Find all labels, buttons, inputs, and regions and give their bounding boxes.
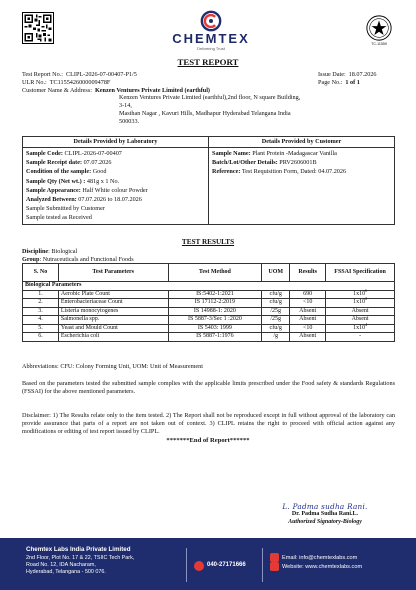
col-header: Test Method bbox=[168, 264, 262, 282]
discipline bbox=[22, 248, 77, 256]
website-text: Website: www.chemtexlabs.com bbox=[282, 563, 363, 570]
customer-address-1: Kenzen Ventures Private Limited (earthful),2nd floor, N square Building, 3-14, bbox=[119, 94, 301, 109]
analyzed-between: 07.07.2026 to 18.07.2026 bbox=[78, 196, 142, 204]
email-icon bbox=[270, 553, 279, 562]
section-row bbox=[23, 282, 395, 291]
footer-divider bbox=[186, 548, 187, 582]
footer-phone[interactable] bbox=[194, 561, 246, 571]
lab-field-label: Sample Receipt date: bbox=[26, 159, 83, 167]
col-header: UOM bbox=[262, 264, 290, 282]
spec-base: 1x10 bbox=[353, 324, 366, 331]
customer-name: Kenzen Ventures Private Limited (earthful) bbox=[94, 86, 210, 94]
spec-base: - bbox=[359, 333, 362, 339]
row-result: Absent bbox=[290, 333, 326, 342]
customer-field-label: Sample Name: bbox=[212, 150, 251, 157]
footer-address-line: 2nd Floor, Plot No. 17 & 22, TSIIC Tech Park, bbox=[26, 555, 135, 561]
lab-field-label: Analyzed Between: bbox=[26, 196, 77, 204]
email-text: Email: info@chemtexlabs.com bbox=[282, 554, 358, 561]
spec-exp: 2 bbox=[365, 296, 368, 301]
footer-address-line: Hyderabad, Telangana - 500 076. bbox=[26, 569, 106, 575]
row-spec bbox=[326, 321, 395, 333]
customer-address-2: Masthan Nagar , Kavuri Hills, Madhapur Hyderabad Telangana India 500033. bbox=[119, 109, 291, 125]
row-sno: 5. bbox=[23, 324, 59, 333]
phone-icon bbox=[194, 561, 204, 571]
footer bbox=[0, 538, 416, 590]
details-table bbox=[22, 136, 395, 225]
footer-contact bbox=[270, 553, 362, 571]
customer-field-label: Reference: bbox=[212, 168, 241, 176]
row-result: 690 bbox=[290, 290, 326, 299]
brand-name: CHEMTEX bbox=[172, 31, 250, 46]
row-method: IS 5887-1:1976 bbox=[168, 333, 262, 342]
lab-field-label: Condition of the sample: bbox=[26, 168, 92, 176]
row-method: IS:5402-1:2021 bbox=[168, 290, 262, 299]
footer-website-line[interactable] bbox=[270, 562, 362, 571]
row-sno: 6. bbox=[23, 333, 59, 342]
spec-base: 1x10 bbox=[353, 290, 366, 297]
row-method: IS 17112-2:2019 bbox=[168, 299, 262, 308]
page-label: Page No.: bbox=[318, 78, 343, 86]
row-uom: /g bbox=[262, 333, 290, 342]
row-spec bbox=[326, 307, 395, 316]
row-param: Escherichia coli bbox=[58, 333, 168, 342]
customer-label: Customer Name & Address: bbox=[22, 86, 92, 94]
col-header: FSSAI Specification bbox=[326, 264, 395, 282]
row-param: Salmonella spp. bbox=[58, 316, 168, 325]
sample-name: Plant Protein -Madagascar Vanilla bbox=[252, 150, 337, 157]
group-label: Group bbox=[22, 256, 40, 263]
results-table bbox=[22, 263, 395, 342]
table-row bbox=[23, 316, 395, 325]
row-uom: cfu/g bbox=[262, 299, 290, 308]
spec-base: 1x10 bbox=[353, 299, 366, 305]
results-title: TEST RESULTS bbox=[181, 238, 235, 246]
qr-code bbox=[22, 12, 54, 44]
row-param: Yeast and Mould Count bbox=[58, 324, 168, 333]
footer-company: Chemtex Labs India Private Limited bbox=[26, 546, 131, 553]
row-param: Enterobacteriaceae Count bbox=[58, 299, 168, 308]
globe-icon bbox=[270, 562, 279, 571]
lab-note-submitted: Sample Submitted by Customer bbox=[26, 205, 105, 213]
col-header: Results bbox=[290, 264, 326, 282]
reference: Test Requisition Form, Dated: 04.07.2026 bbox=[241, 168, 347, 176]
discipline-label: Discipline bbox=[22, 248, 49, 255]
row-uom: cfu/g bbox=[262, 290, 290, 299]
sample-qty: 481g x 1 No. bbox=[86, 177, 120, 185]
row-spec bbox=[326, 287, 395, 299]
table-row bbox=[23, 307, 395, 316]
lab-field-label: Sample Appearance: bbox=[26, 186, 81, 194]
footer-divider bbox=[262, 548, 263, 582]
lab-details-body bbox=[23, 148, 209, 225]
sample-appearance: Half White colour Powder bbox=[82, 186, 148, 194]
page-value: 1 of 1 bbox=[345, 78, 360, 86]
table-row bbox=[23, 299, 395, 308]
lab-field-label: Sample Code: bbox=[26, 150, 63, 157]
row-sno: 1. bbox=[23, 290, 59, 299]
receipt-date: 07.07.2026 bbox=[83, 159, 112, 167]
lab-note-tested: Sample tested as Received bbox=[26, 214, 92, 222]
row-result: <10 bbox=[290, 299, 326, 308]
disclaimer: Disclaimer: 1) The Results relate only to the item tested. 2) The Report shall not be reproduced except in full without approval of the laboratory can provide assurance that parts of a report are not taken out of context. 3) CLIPL retains the right to proceed with official action against any modifications or editing of test report issued by CLIPL. bbox=[22, 412, 395, 435]
accreditation-seal-icon bbox=[365, 14, 393, 42]
table-row bbox=[23, 333, 395, 342]
row-method: IS 5403: 1999 bbox=[168, 324, 262, 333]
lab-details-heading: Details Provided by Laboratory bbox=[23, 137, 209, 148]
section-label: Biological Parameters bbox=[23, 282, 395, 291]
report-meta-left bbox=[22, 71, 302, 125]
customer-field-label: Batch/Lot/Other Details: bbox=[212, 159, 278, 167]
company-logo bbox=[148, 10, 274, 51]
ulr-no: TC1155426000009478F bbox=[49, 78, 111, 86]
row-result: Absent bbox=[290, 307, 326, 316]
phone-number: 040-27171666 bbox=[207, 562, 246, 569]
report-meta-right bbox=[318, 71, 408, 87]
customer-details-body bbox=[209, 148, 395, 225]
footer-email-line[interactable] bbox=[270, 553, 362, 562]
compliance-statement: Based on the parameters tested the submitted sample complies with the applicable limits prescribed under the Food safety & standards Regulations (FSSAI) for the above mentioned parameters. bbox=[22, 380, 395, 395]
abbreviations: Abbreviations: CFU: Colony Forming Unit, UOM: Unit of Measurement bbox=[22, 363, 203, 370]
batch-details: PRV2606001B bbox=[279, 159, 317, 167]
issue-date: 18.07.2026 bbox=[348, 71, 377, 78]
sample-code: CLIPL-2026-07-00407 bbox=[64, 150, 122, 157]
customer-details-heading: Details Provided by Customer bbox=[209, 137, 395, 148]
row-uom: cfu/g bbox=[262, 324, 290, 333]
row-result: Absent bbox=[290, 316, 326, 325]
report-no-label: Test Report No.: bbox=[22, 71, 63, 78]
col-header: S. No bbox=[23, 264, 59, 282]
row-sno: 2. bbox=[23, 299, 59, 308]
row-param: Listeria monocytogenes bbox=[58, 307, 168, 316]
row-uom: /25g bbox=[262, 307, 290, 316]
row-param: Aerobic Plate Count bbox=[58, 290, 168, 299]
end-of-report: *******End of Report****** bbox=[166, 437, 250, 444]
table-row bbox=[23, 290, 395, 299]
table-row bbox=[23, 324, 395, 333]
results-header-row bbox=[23, 264, 395, 282]
col-header: Test Parameters bbox=[58, 264, 168, 282]
row-method: IS 5887-3/Sec 1 :2020 bbox=[168, 316, 262, 325]
group-value: : Nutraceuticals and Functional Foods bbox=[39, 256, 134, 263]
spec-exp: 4 bbox=[365, 321, 368, 327]
signatory-name: Dr. Padma Sudha Rani.L. bbox=[291, 511, 359, 517]
sample-condition: Good bbox=[92, 168, 107, 176]
report-no: CLIPL-2026-07-00407-P1/5 bbox=[65, 71, 137, 78]
handwritten-signature: L. Padma sudha Rani. bbox=[282, 502, 368, 511]
signatory-title: Authorized Signatory-Biology bbox=[288, 518, 362, 525]
spec-exp: 6 bbox=[365, 287, 368, 293]
row-spec bbox=[326, 296, 395, 308]
logo-mark-icon bbox=[200, 10, 222, 32]
row-sno: 3. bbox=[23, 307, 59, 316]
issue-date-label: Issue Date: bbox=[318, 71, 346, 78]
footer-address-line: Road No. 12, IDA Nacharam, bbox=[26, 562, 96, 568]
row-sno: 4. bbox=[23, 316, 59, 325]
footer-address bbox=[26, 555, 186, 576]
spec-base: Absent bbox=[351, 316, 369, 322]
row-method: IS 14988-1: 2020 bbox=[168, 307, 262, 316]
cert-id: TC-11559 bbox=[371, 42, 387, 46]
row-result: <10 bbox=[290, 324, 326, 333]
brand-tagline: Delivering Trust bbox=[197, 46, 225, 51]
discipline-value: : Biological bbox=[48, 248, 78, 255]
signatory-block bbox=[250, 502, 400, 526]
lab-field-label: Sample Qty (Net wt.) : bbox=[26, 177, 86, 185]
row-spec bbox=[326, 333, 395, 342]
report-title: TEST REPORT bbox=[177, 57, 239, 67]
spec-base: Absent bbox=[351, 307, 369, 314]
accreditation-mark bbox=[362, 14, 396, 46]
row-spec bbox=[326, 316, 395, 325]
row-uom: /25g bbox=[262, 316, 290, 325]
ulr-label: ULR No.: bbox=[22, 78, 47, 86]
